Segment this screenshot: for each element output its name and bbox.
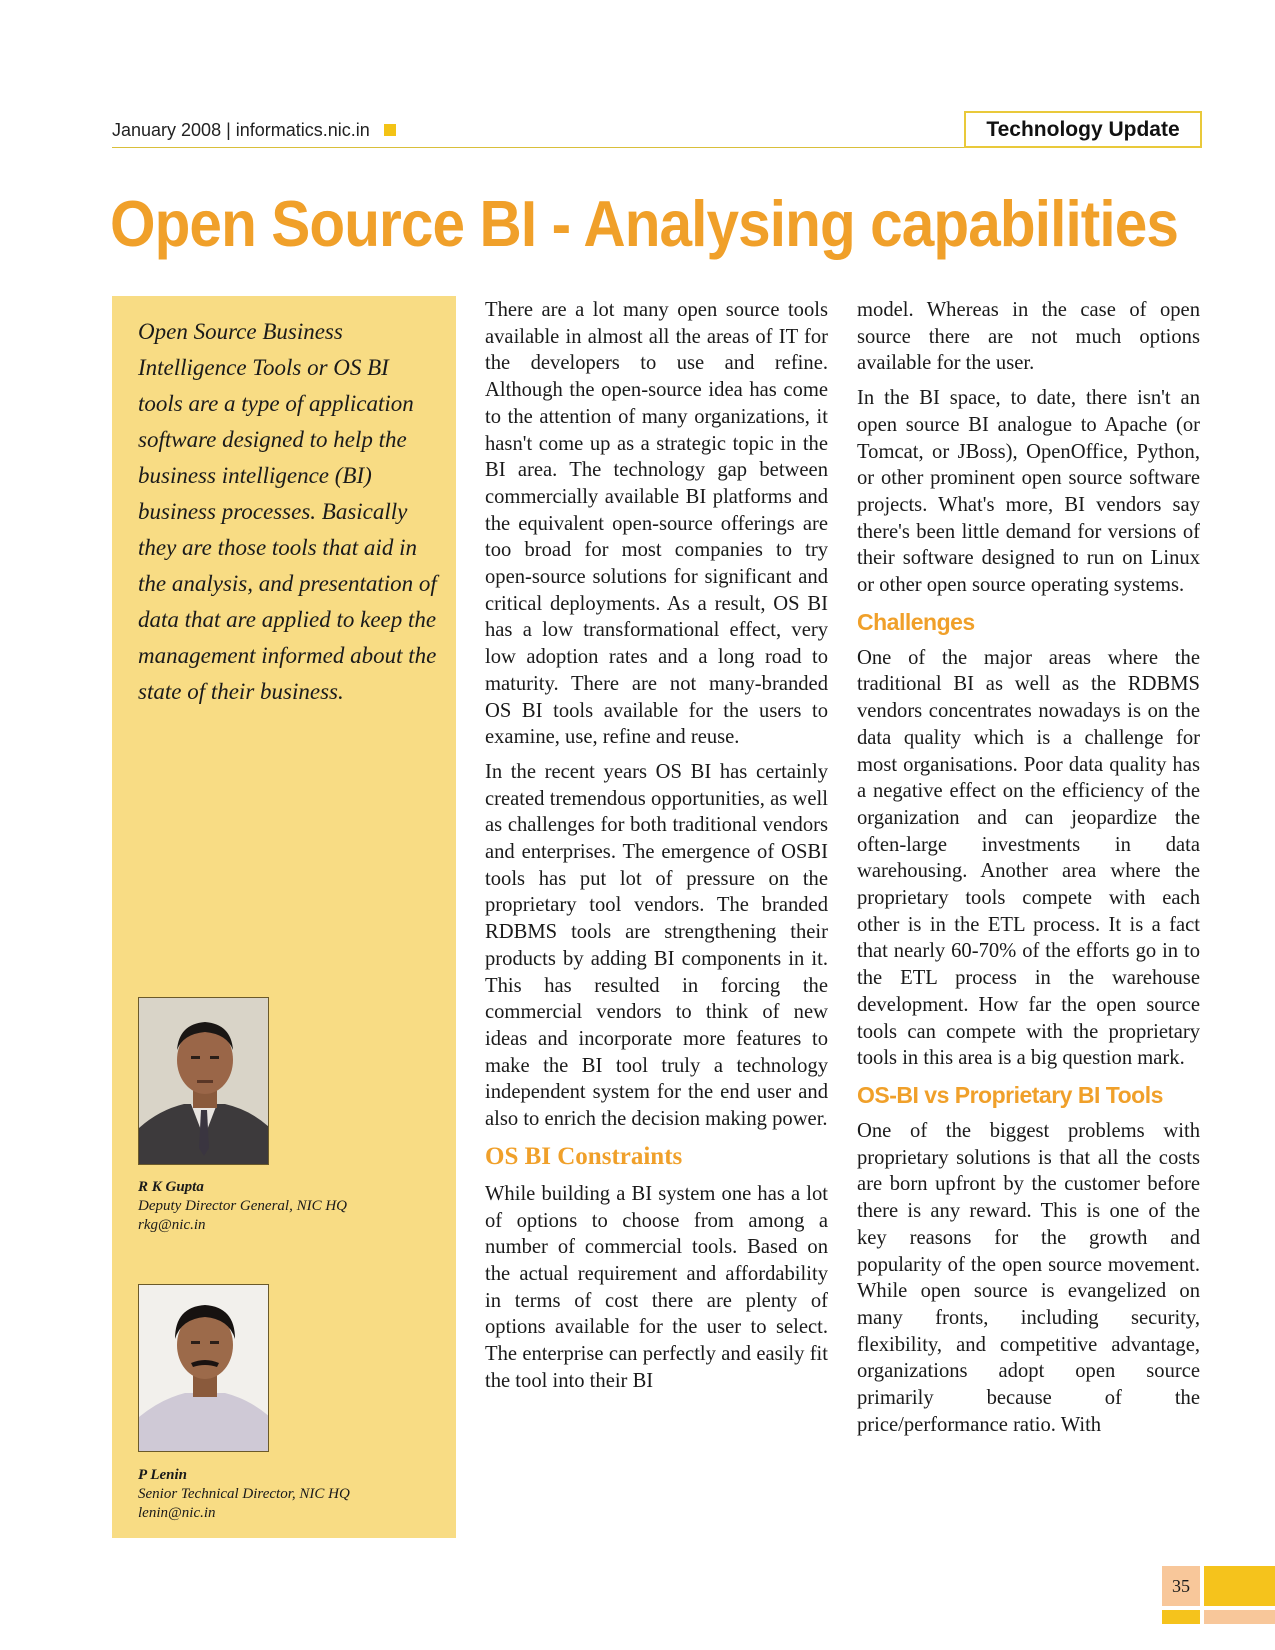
- abstract: Open Source Business Intelligence Tools or OS BI tools are a type of application software designed to help the business intelligence (BI) business processes. Basically they are those tools that aid in the analysis, and presentation of data that are applied to keep the management informed about the state of their business.: [138, 319, 437, 704]
- author-photo-2: [138, 1284, 269, 1452]
- paragraph: In the recent years OS BI has certainly created tremendous opportunities, as well as challenges for both traditional vendors and enterprises. The emergence of OSBI tools has put lot of pressure on the proprietary tool vendors. The branded RDBMS tools are strengthening their products by adding BI components in it. This has resulted in forcing the commercial vendors to think of new ideas and incorporate more features to make the BI tool truly a technology independent system for the end user and also to enrich the decision making power.: [485, 760, 828, 1131]
- author-photo-1: [138, 997, 269, 1165]
- column-2: [857, 297, 1200, 1446]
- author-info-1: [138, 1178, 438, 1235]
- page-number: 35: [1162, 1566, 1200, 1606]
- paragraph: While building a BI system one has a lot of options to choose from among a number of commercial tools. Based on the actual requirement and affordability in terms of cost there are plenty of options available for the user to select. The enterprise can perfectly and easily fit the tool into their BI: [485, 1182, 828, 1392]
- paragraph: There are a lot many open source tools available in almost all the areas of IT for the developers to use and refine. Although the open-source idea has come to the attention of many organizations, it hasn't come up as a strategic topic in the BI area. The technology gap between commercially available BI platforms and the equivalent open-source offerings are too broad for most companies to try open-source solutions for significant and critical deployments. As a result, OS BI has a low transformational effect, very low adoption rates and a long road to maturity. There are not many-branded OS BI tools available for the users to examine, use, refine and reuse.: [485, 299, 828, 749]
- section-label: Technology Update: [964, 111, 1202, 148]
- section-heading: OS BI Constraints: [485, 1142, 683, 1170]
- paragraph: One of the biggest problems with proprietary solutions is that all the costs are born upfront by the customer before there is any reward. This is one of the key reasons for the growth and popularity of the open source movement. While open source is evangelized on many fronts, including security, flexibility, and competitive advantage, organizations adopt open source primarily because of the price/performance ratio. With: [857, 1119, 1200, 1436]
- issue-meta: [112, 120, 396, 141]
- author-portrait-2: [139, 1285, 269, 1452]
- author-name: R K Gupta: [138, 1179, 204, 1195]
- section-heading: Challenges: [857, 608, 975, 635]
- header-square-icon: [384, 124, 396, 136]
- section-heading: OS-BI vs Proprietary BI Tools: [857, 1081, 1163, 1108]
- page-strip: [1162, 1610, 1200, 1624]
- column-1: [485, 297, 828, 1402]
- paragraph: model. Whereas in the case of open source there are not much options available for the user.: [857, 299, 1200, 375]
- paragraph: One of the major areas where the traditional BI as well as the RDBMS vendors concentrates nowadays is on the data quality which is a challenge for most organisations. Poor data quality has a negative effect on the efficiency of the organization and can jeopardize the often-large investments in data warehousing. Another area where the proprietary tools compete with each other is in the ETL process. It is a fact that nearly 60-70% of the efforts go in to the ETL process in the warehouse development. How far the open source tools can compete with the proprietary tools in this area is a big question mark.: [857, 646, 1200, 1070]
- author-designation: Deputy Director General, NIC HQ: [138, 1198, 347, 1214]
- author-email[interactable]: lenin@nic.in: [138, 1505, 216, 1521]
- author-portrait-1: [139, 998, 269, 1165]
- author-designation: Senior Technical Director, NIC HQ: [138, 1486, 350, 1502]
- paragraph: In the BI space, to date, there isn't an open source BI analogue to Apache (or Tomcat, or JBoss), OpenOffice, Python, or other prominent open source software projects. What's more, BI vendors say there's been little demand for versions of their software designed to run on Linux or other open source operating systems.: [857, 387, 1200, 597]
- article-title: Open Source BI - Analysing capabilities: [110, 187, 1179, 260]
- author-email[interactable]: rkg@nic.in: [138, 1217, 206, 1233]
- author-info-2: [138, 1466, 438, 1523]
- author-name: P Lenin: [138, 1467, 188, 1483]
- sidebar: [112, 296, 456, 1538]
- page-bar: [1204, 1566, 1275, 1606]
- page-strip: [1204, 1610, 1275, 1624]
- issue-date-site: January 2008 | informatics.nic.in: [112, 120, 370, 140]
